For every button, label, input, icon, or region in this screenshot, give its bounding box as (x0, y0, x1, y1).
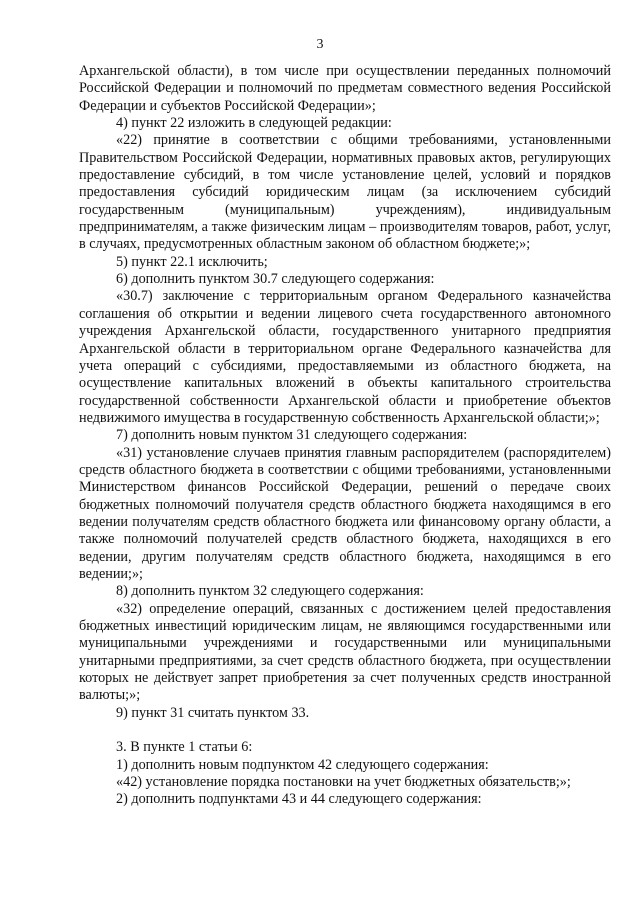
paragraph-section-3: 3. В пункте 1 статьи 6: (116, 739, 253, 756)
paragraph-item-4: 4) пункт 22 изложить в следующей редакции: (116, 115, 392, 132)
paragraph-item-7: 7) дополнить новым пунктом 31 следующего содержания: (116, 427, 468, 444)
page-number: 3 (316, 37, 324, 52)
document-body (79, 63, 611, 809)
paragraph-subitem-42-text: «42) установление порядка постановки на учет бюджетных обязательств;»; (116, 774, 571, 791)
paragraph-item-6: 6) дополнить пунктом 30.7 следующего содержания: (116, 271, 435, 288)
paragraph-item-5: 5) пункт 22.1 исключить; (116, 253, 268, 270)
paragraph-item-22-text: «22) принятие в соответствии с общими требованиями, установленными Правительством Российской Федерации, нормативных правовых актов, регулирующих предоставление субсидий, в том числе установление целей, условий и порядков предоставления субсидий юридическим лицам (за исключением субсидий государственным (муниципальным) учреждениям), индивидуальным предпринимателям, а также физическим лицам – производителям товаров, работ, услуг, в случаях, предусмотренных областным законом об областном бюджете;»; (79, 132, 611, 253)
paragraph-subitem-1: 1) дополнить новым подпунктом 42 следующего содержания: (116, 756, 489, 773)
paragraph-item-9: 9) пункт 31 считать пунктом 33. (116, 704, 310, 721)
paragraph-spacer (79, 722, 611, 739)
paragraph-item-8: 8) дополнить пунктом 32 следующего содержания: (116, 583, 424, 600)
paragraph-continuation: Архангельской области), в том числе при осуществлении переданных полномочий Российской Федерации и полномочий по предметам совместного ведения Российской Федерации и субъектов Российской Федерации»; (79, 63, 611, 114)
paragraph-subitem-2: 2) дополнить подпунктами 43 и 44 следующего содержания: (116, 791, 482, 808)
paragraph-item-31-text: «31) установление случаев принятия главным распорядителем (распорядителем) средств областного бюджета в соответствии с общими требованиями, установленными Министерством финансов Российской Федерации, решений о передаче своих бюджетных полномочий получателя средств областного бюджета находящимся в его ведении получателям средств областного бюджета или финансовому органу области, а также полномочий получателей средств областного бюджета, находящихся в его ведении, другим получателям средств областного бюджета, находящимся в его ведении;»; (79, 444, 611, 582)
paragraph-item-30-7-text: «30.7) заключение с территориальным органом Федерального казначейства соглашения об открытии и ведении лицевого счета государственного автономного учреждения Архангельской области, государственного унитарного предприятия Архангельской области в территориальном органе Федерального казначейства для учета операций с субсидиями, предоставляемыми из областного бюджета, на осуществление капитальных вложений в объекты капитального строительства государственной собственности Архангельской области и приобретение объектов недвижимого имущества в государственную собственность Архангельской области;»; (79, 288, 611, 426)
paragraph-item-32-text: «32) определение операций, связанных с достижением целей предоставления бюджетных инвестиций юридическим лицам, не являющимся государственными или муниципальными учреждениями и государственными или муниципальными унитарными предприятиями, за счет средств областного бюджета, при осуществлении которых не действует запрет приобретения за счет полученных средств иностранной валюты;»; (79, 600, 611, 704)
